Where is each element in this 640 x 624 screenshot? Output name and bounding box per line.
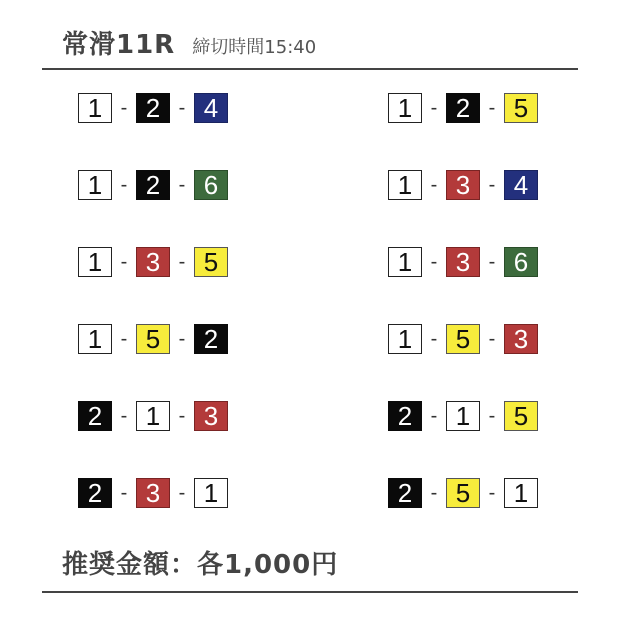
separator-dash: - [120, 173, 128, 196]
boat-number-box: 5 [504, 401, 538, 431]
separator-dash: - [430, 250, 438, 273]
combination-5 [78, 246, 228, 278]
header [62, 24, 316, 64]
boat-number-box: 1 [388, 170, 422, 200]
boat-number-box: 3 [194, 401, 228, 431]
boat-number-box: 5 [194, 247, 228, 277]
top-divider [42, 68, 578, 70]
separator-dash: - [488, 404, 496, 427]
separator-dash: - [120, 481, 128, 504]
separator-dash: - [178, 96, 186, 119]
boat-number-box: 2 [78, 478, 112, 508]
combination-10 [388, 400, 538, 432]
combination-4 [388, 169, 538, 201]
deadline-text: 締切時間15:40 [192, 37, 317, 58]
combination-9 [78, 400, 228, 432]
combination-3 [78, 169, 228, 201]
boat-number-box: 2 [78, 401, 112, 431]
boat-number-box: 1 [446, 401, 480, 431]
boat-number-box: 4 [194, 93, 228, 123]
bottom-divider [42, 591, 578, 593]
boat-number-box: 3 [504, 324, 538, 354]
separator-dash: - [120, 404, 128, 427]
combination-8 [388, 323, 538, 355]
combination-11 [78, 477, 228, 509]
race-title: 常滑11R [62, 30, 176, 60]
separator-dash: - [120, 96, 128, 119]
boat-number-box: 3 [136, 247, 170, 277]
separator-dash: - [178, 250, 186, 273]
combination-1 [78, 92, 228, 124]
separator-dash: - [430, 327, 438, 350]
separator-dash: - [178, 173, 186, 196]
boat-number-box: 4 [504, 170, 538, 200]
boat-number-box: 2 [136, 93, 170, 123]
boat-number-box: 3 [446, 170, 480, 200]
separator-dash: - [178, 327, 186, 350]
boat-number-box: 3 [446, 247, 480, 277]
separator-dash: - [430, 481, 438, 504]
boat-number-box: 6 [504, 247, 538, 277]
separator-dash: - [430, 404, 438, 427]
boat-number-box: 1 [388, 93, 422, 123]
separator-dash: - [120, 250, 128, 273]
boat-number-box: 1 [78, 324, 112, 354]
separator-dash: - [488, 250, 496, 273]
boat-number-box: 6 [194, 170, 228, 200]
boat-number-box: 1 [78, 170, 112, 200]
boat-number-box: 5 [504, 93, 538, 123]
boat-number-box: 2 [388, 478, 422, 508]
separator-dash: - [120, 327, 128, 350]
boat-number-box: 2 [446, 93, 480, 123]
boat-number-box: 1 [78, 247, 112, 277]
boat-number-box: 2 [194, 324, 228, 354]
boat-number-box: 5 [446, 324, 480, 354]
combination-2 [388, 92, 538, 124]
boat-number-box: 1 [194, 478, 228, 508]
separator-dash: - [430, 173, 438, 196]
separator-dash: - [430, 96, 438, 119]
separator-dash: - [488, 173, 496, 196]
boat-number-box: 3 [136, 478, 170, 508]
separator-dash: - [488, 96, 496, 119]
boat-number-box: 1 [136, 401, 170, 431]
separator-dash: - [178, 481, 186, 504]
boat-number-box: 5 [136, 324, 170, 354]
boat-number-box: 1 [78, 93, 112, 123]
combination-7 [78, 323, 228, 355]
boat-number-box: 1 [388, 324, 422, 354]
boat-number-box: 2 [136, 170, 170, 200]
separator-dash: - [488, 327, 496, 350]
combination-6 [388, 246, 538, 278]
separator-dash: - [488, 481, 496, 504]
recommended-amount: 推奨金額：各1,000円 [62, 550, 339, 580]
combination-12 [388, 477, 538, 509]
boat-number-box: 1 [504, 478, 538, 508]
boat-number-box: 5 [446, 478, 480, 508]
boat-number-box: 1 [388, 247, 422, 277]
separator-dash: - [178, 404, 186, 427]
boat-number-box: 2 [388, 401, 422, 431]
